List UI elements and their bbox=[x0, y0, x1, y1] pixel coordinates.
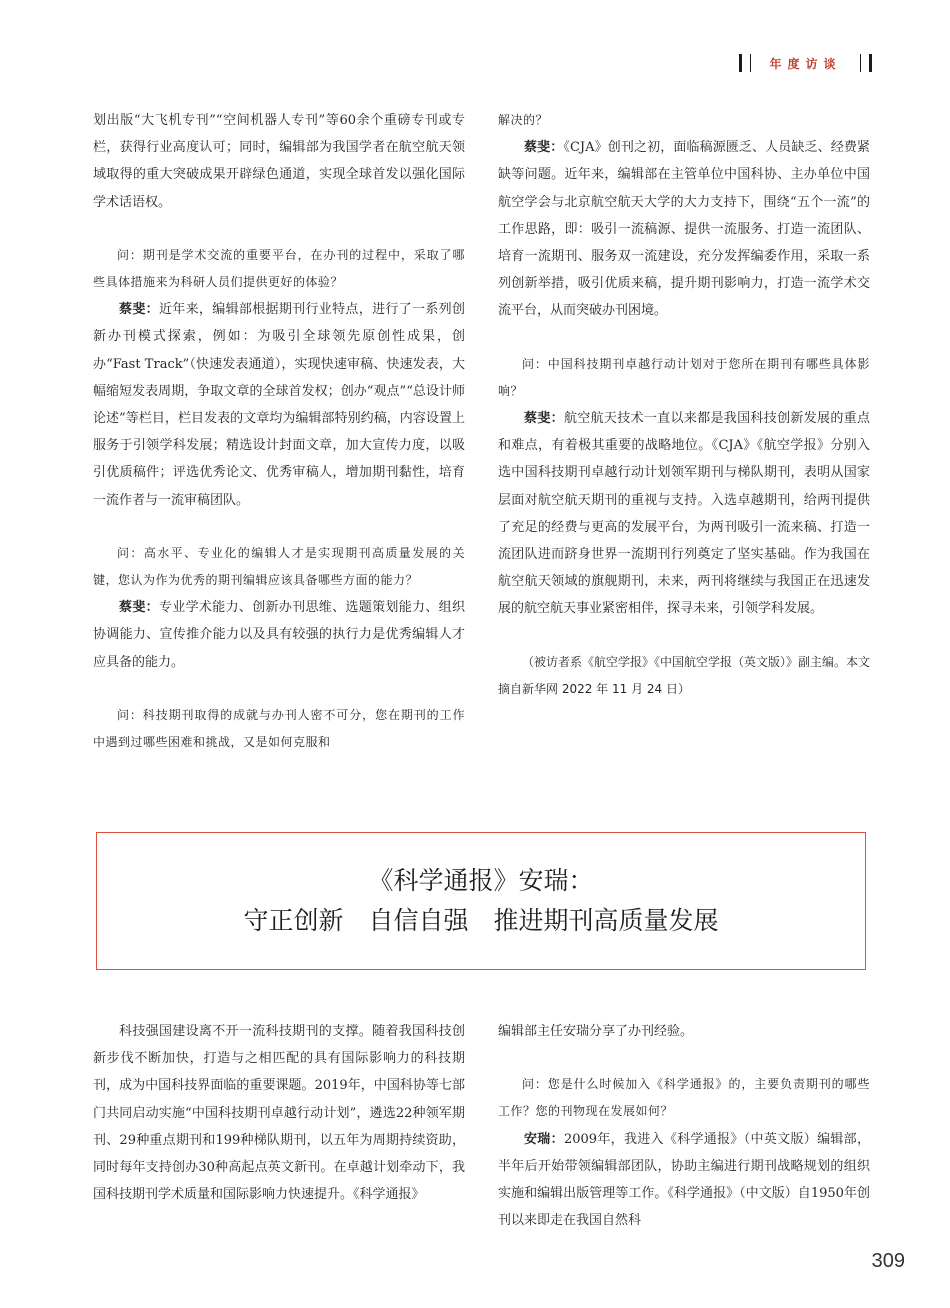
article-title-line1: 《科学通报》安瑞： bbox=[368, 866, 594, 895]
question: 问：您是什么时候加入《科学通报》的，主要负责期刊的哪些工作？您的刊物现在发展如何？ bbox=[498, 1077, 870, 1119]
answer-text: 航空航天技术一直以来都是我国科技创新发展的重点和难点，有着极其重要的战略地位。《CJA》《航空学报》分别入选中国科技期刊卓越行动计划领军期刊与梯队期刊，表明从国家层面对航空航天期刊的重视与支持。入选卓越期刊，给两刊提供了充足的经费与更高的发展平台，为两刊吸引一流来稿、打造一流团队进而跻身世界一流期刊行列奠定了坚实基础。作为我国在航空航天领域的旗舰期刊，未来，两刊将继续与我国正在迅速发展的航空航天事业紧密相伴，探寻未来，引领学科发展。 bbox=[498, 411, 870, 617]
page-number: 309 bbox=[871, 1250, 905, 1272]
header-bar-left bbox=[739, 54, 742, 72]
paragraph-continued: 编辑部主任安瑞分享了办刊经验。 bbox=[498, 1024, 694, 1039]
speaker-name: 蔡斐： bbox=[524, 411, 564, 427]
article-title-box bbox=[96, 832, 866, 970]
speaker-name: 安瑞： bbox=[524, 1131, 564, 1147]
answer-text: 专业学术能力、创新办刊思维、选题策划能力、组织协调能力、宣传推介能力以及具有较强的执行力是优秀编辑人才应具备的能力。 bbox=[93, 600, 465, 670]
answer bbox=[498, 1126, 870, 1235]
question-continued: 解决的？ bbox=[498, 113, 549, 127]
answer-text: 2009年，我进入《科学通报》（中英文版）编辑部，半年后开始带领编辑部团队，协助主编进行期刊战略规划的组织实施和编辑出版管理等工作。《科学通报》（中文版）自1950年创刊以来即走在我国自然科 bbox=[498, 1131, 870, 1229]
question: 问：科技期刊取得的成就与办刊人密不可分，您在期刊的工作中遇到过哪些困难和挑战，又是如何克服和 bbox=[93, 707, 465, 750]
speaker-name: 蔡斐： bbox=[119, 600, 159, 616]
answer-text: 《CJA》创刊之初，面临稿源匮乏、人员缺乏、经费紧缺等问题。近年来，编辑部在主管单位中国科协、主办单位中国航空学会与北京航空航天大学的大力支持下，围绕“五个一流”的工作思路，即：吸引一流稿源、提供一流服务、打造一流团队、培育一流期刊、服务双一流建设，充分发挥编委作用，采取一系列创新举措，吸引优质来稿，提升期刊影响力，打造一流学术交流平台，从而突破办刊困境。 bbox=[498, 140, 870, 319]
running-header bbox=[739, 52, 872, 74]
answer-text: 近年来，编辑部根据期刊行业特点，进行了一系列创新办刊模式探索，例如：为吸引全球领先原创性成果，创办“Fast Track”（快速发表通道），实现快速审稿、快速发表，大幅缩短发表周期，争取文章的全球首发权；创办“观点”“总设计师论述”等栏目，栏目发表的文章均为编辑部特别约稿，内容设置上服务于引领学科发展；精选设计封面文章，加大宣传力度，以吸引优质稿件；评选优秀论文、优秀审稿人，增加期刊黏性，培育一流作者与一流审稿团队。 bbox=[93, 302, 465, 508]
question: 问：期刊是学术交流的重要平台，在办刊的过程中，采取了哪些具体措施来为科研人员们提供更好的体验？ bbox=[93, 247, 465, 290]
top-right-column bbox=[498, 107, 870, 703]
header-bar-left-thin bbox=[750, 54, 752, 72]
question: 问：中国科技期刊卓越行动计划对于您所在期刊有哪些具体影响？ bbox=[498, 356, 870, 398]
answer bbox=[498, 405, 870, 623]
speaker-name: 蔡斐： bbox=[119, 302, 159, 318]
bottom-left-column bbox=[93, 1018, 465, 1208]
paragraph: 科技强国建设离不开一流科技期刊的支撑。随着我国科技创新步伐不断加快，打造与之相匹配的具有国际影响力的科技期刊，成为中国科技界面临的重要课题。2019年，中国科协等七部门共同启动实施“中国科技期刊卓越行动计划”，遴选22种领军期刊、29种重点期刊和199种梯队期刊，以五年为周期持续资助，同时每年支持创办30种高起点英文新刊。在卓越计划牵动下，我国科技期刊学术质量和国际影响力快速提升。《科学通报》 bbox=[93, 1024, 465, 1203]
bottom-right-column bbox=[498, 1018, 870, 1234]
speaker-name: 蔡斐： bbox=[524, 140, 564, 156]
article-title-line2: 守正创新 自信自强 推进期刊高质量发展 bbox=[243, 906, 719, 935]
question: 问：高水平、专业化的编辑人才是实现期刊高质量发展的关键，您认为作为优秀的期刊编辑应该具备哪些方面的能力？ bbox=[93, 545, 465, 588]
top-left-column bbox=[93, 107, 465, 756]
source-note: （被访者系《航空学报》《中国航空学报（英文版）》副主编。本文摘自新华网 2022 年 11 月 24 日） bbox=[498, 654, 871, 696]
answer bbox=[93, 296, 465, 514]
answer bbox=[93, 594, 465, 676]
paragraph: 划出版“大飞机专刊”“空间机器人专刊”等60余个重磅专刊或专栏，获得行业高度认可；同时，编辑部为我国学者在航空航天领域取得的重大突破成果开辟绿色通道，实现全球首发以强化国际学术话语权。 bbox=[93, 113, 465, 210]
header-bar-right bbox=[869, 54, 872, 72]
answer bbox=[498, 134, 870, 324]
header-label: 年度访谈 bbox=[769, 56, 842, 71]
header-bar-right-thin bbox=[860, 54, 862, 72]
